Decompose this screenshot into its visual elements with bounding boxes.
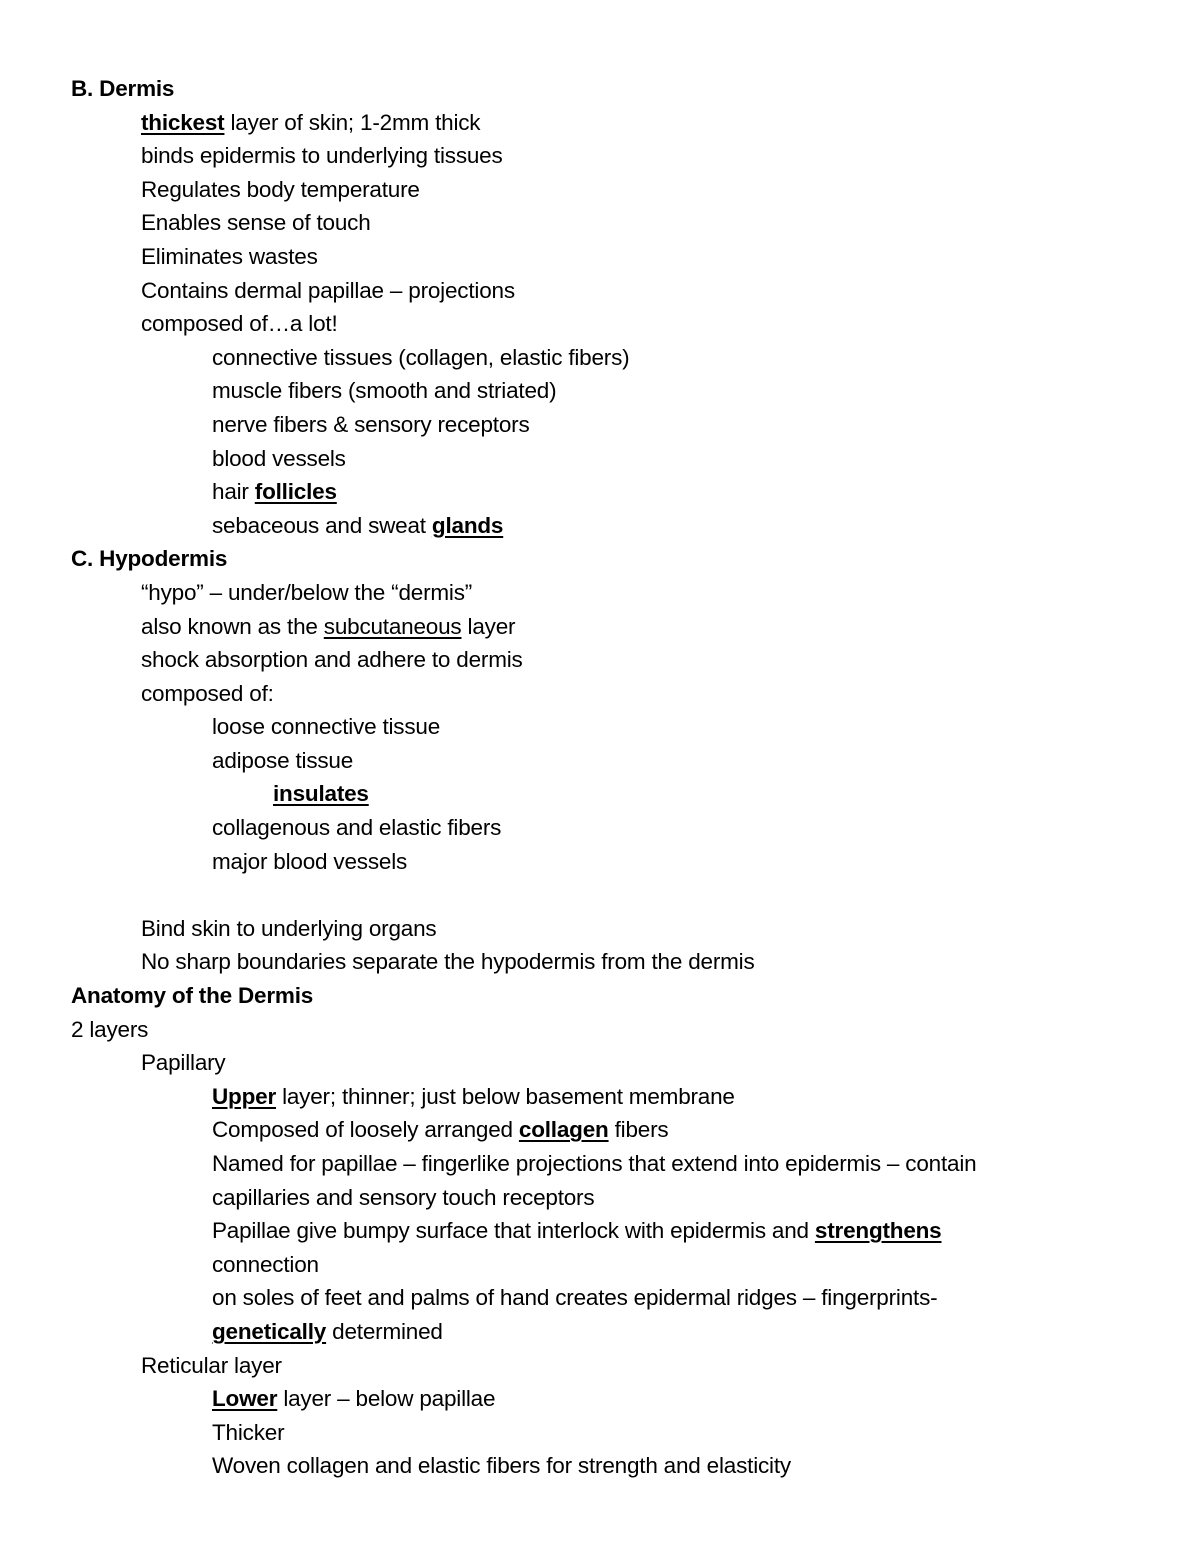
glands-emphasis: glands bbox=[431, 512, 504, 538]
blank-line bbox=[0, 878, 1200, 912]
dermis-regulates: Regulates body temperature bbox=[141, 176, 420, 202]
bumpy-pre: Papillae give bumpy surface that interlock with epidermis and bbox=[212, 1218, 815, 1244]
papillary-named-2: capillaries and sensory touch receptors bbox=[212, 1184, 595, 1210]
hypodermis-shock: shock absorption and adhere to dermis bbox=[141, 647, 523, 673]
subcutaneous-emphasis: subcutaneous bbox=[323, 613, 462, 639]
papillary-genetically bbox=[0, 1315, 1200, 1349]
reticular-title: Reticular layer bbox=[141, 1352, 282, 1378]
dermis-wastes: Eliminates wastes bbox=[141, 243, 318, 269]
papillary-connection: connection bbox=[212, 1251, 319, 1277]
dermis-composed: composed of…a lot! bbox=[141, 311, 338, 337]
collagen-emphasis: collagen bbox=[518, 1117, 609, 1143]
thickest-rest: layer of skin; 1-2mm thick bbox=[224, 109, 481, 135]
dermis-item-connective: connective tissues (collagen, elastic fibers) bbox=[212, 344, 630, 370]
hypodermis-item-major: major blood vessels bbox=[212, 848, 408, 874]
composed-post: fibers bbox=[608, 1117, 669, 1143]
papillary-upper bbox=[0, 1080, 1200, 1114]
hypodermis-item-insulates bbox=[0, 777, 1200, 811]
papillary-bumpy bbox=[0, 1214, 1200, 1248]
document-page bbox=[0, 72, 1200, 1483]
upper-rest: layer; thinner; just below basement membrane bbox=[276, 1083, 735, 1109]
hypodermis-bind: Bind skin to underlying organs bbox=[141, 915, 437, 941]
follicles-emphasis: follicles bbox=[254, 479, 337, 505]
upper-emphasis: Upper bbox=[212, 1083, 277, 1109]
dermis-touch: Enables sense of touch bbox=[141, 210, 371, 236]
dermis-item-glands bbox=[0, 509, 1200, 543]
dermis-papillae: Contains dermal papillae – projections bbox=[141, 277, 515, 303]
papillary-soles: on soles of feet and palms of hand creates epidermal ridges – fingerprints- bbox=[212, 1285, 938, 1311]
dermis-heading: B. Dermis bbox=[71, 76, 175, 101]
hypodermis-aka bbox=[0, 610, 1200, 644]
aka-pre: also known as the bbox=[141, 613, 324, 639]
hypodermis-item-collagenous: collagenous and elastic fibers bbox=[212, 815, 502, 841]
anatomy-layers: 2 layers bbox=[71, 1016, 149, 1042]
reticular-lower bbox=[0, 1382, 1200, 1416]
strengthens-emphasis: strengthens bbox=[814, 1218, 942, 1244]
glands-pre: sebaceous and sweat bbox=[212, 512, 432, 538]
hypodermis-heading: C. Hypodermis bbox=[71, 546, 228, 572]
genetically-rest: determined bbox=[326, 1318, 443, 1344]
hypodermis-hypo: “hypo” – under/below the “dermis” bbox=[141, 579, 473, 605]
reticular-thicker: Thicker bbox=[212, 1419, 285, 1445]
thickest-emphasis: thickest bbox=[141, 109, 225, 135]
dermis-item-blood: blood vessels bbox=[212, 445, 346, 471]
hypodermis-item-loose: loose connective tissue bbox=[212, 714, 441, 740]
lower-rest: layer – below papillae bbox=[277, 1386, 496, 1412]
anatomy-heading: Anatomy of the Dermis bbox=[71, 983, 314, 1009]
hypodermis-composed: composed of: bbox=[141, 680, 274, 706]
insulates-emphasis: insulates bbox=[273, 781, 369, 807]
papillary-composed bbox=[0, 1113, 1200, 1147]
hypodermis-no-sharp: No sharp boundaries separate the hypodermis from the dermis bbox=[141, 949, 755, 975]
hair-pre: hair bbox=[212, 479, 255, 505]
aka-post: layer bbox=[461, 613, 516, 639]
dermis-item-muscle: muscle fibers (smooth and striated) bbox=[212, 378, 557, 404]
genetically-emphasis: genetically bbox=[212, 1318, 327, 1344]
composed-pre: Composed of loosely arranged bbox=[212, 1117, 519, 1143]
dermis-binds: binds epidermis to underlying tissues bbox=[141, 143, 503, 169]
papillary-title: Papillary bbox=[141, 1050, 226, 1076]
hypodermis-item-adipose: adipose tissue bbox=[212, 747, 354, 773]
dermis-thickest-line bbox=[0, 106, 1200, 140]
dermis-item-nerve: nerve fibers & sensory receptors bbox=[212, 411, 530, 437]
lower-emphasis: Lower bbox=[212, 1386, 278, 1412]
papillary-named-1: Named for papillae – fingerlike projections that extend into epidermis – contain bbox=[212, 1151, 977, 1176]
reticular-woven: Woven collagen and elastic fibers for strength and elasticity bbox=[212, 1453, 791, 1479]
dermis-item-hair bbox=[0, 475, 1200, 509]
